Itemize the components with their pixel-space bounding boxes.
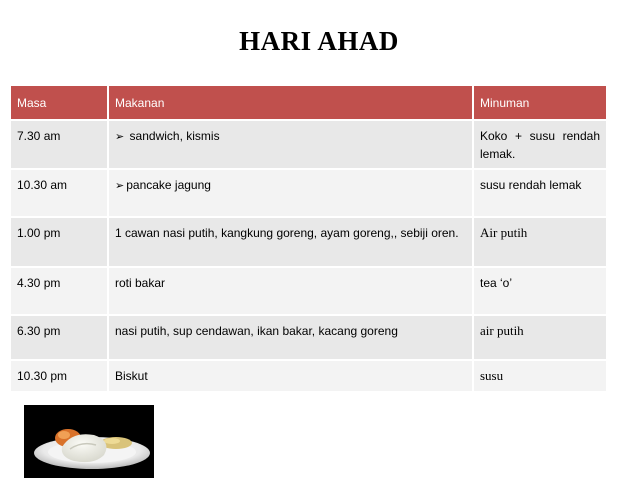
time-cell: 6.30 pm (11, 315, 108, 360)
drink-cell: Koko + susu rendah lemak. (473, 120, 606, 169)
meal-schedule-table (11, 86, 606, 391)
table-row (11, 315, 606, 360)
drink-cell: air putih (473, 315, 606, 360)
drink-cell: susu (473, 360, 606, 391)
food-cell: Biskut (108, 360, 473, 391)
table-row (11, 267, 606, 315)
drink-cell: tea ‘o’ (473, 267, 606, 315)
page-title: HARI AHAD (239, 26, 399, 56)
table-row (11, 360, 606, 391)
table-row (11, 120, 606, 169)
header-minuman: Minuman (473, 86, 606, 120)
food-text: pancake jagung (126, 178, 211, 192)
food-cell: nasi putih, sup cendawan, ikan bakar, kacang goreng (108, 315, 473, 360)
drink-cell: susu rendah lemak (473, 169, 606, 217)
time-cell: 4.30 pm (11, 267, 108, 315)
food-cell (108, 169, 473, 217)
time-cell: 7.30 am (11, 120, 108, 169)
food-cell: 1 cawan nasi putih, kangkung goreng, ayam goreng,, sebiji oren. (108, 217, 473, 267)
table-header-row (11, 86, 606, 120)
arrow-bullet-icon: ➢ (115, 179, 125, 192)
table-row (11, 169, 606, 217)
drink-cell: Air putih (473, 217, 606, 267)
header-masa: Masa (11, 86, 108, 120)
time-cell: 10.30 am (11, 169, 108, 217)
header-makanan: Makanan (108, 86, 473, 120)
food-cell: roti bakar (108, 267, 473, 315)
food-plate-photo (24, 405, 154, 478)
table-row (11, 217, 606, 267)
time-cell: 1.00 pm (11, 217, 108, 267)
food-text: sandwich, kismis (126, 129, 220, 143)
arrow-bullet-icon: ➢ (115, 130, 125, 143)
food-cell (108, 120, 473, 169)
time-cell: 10.30 pm (11, 360, 108, 391)
